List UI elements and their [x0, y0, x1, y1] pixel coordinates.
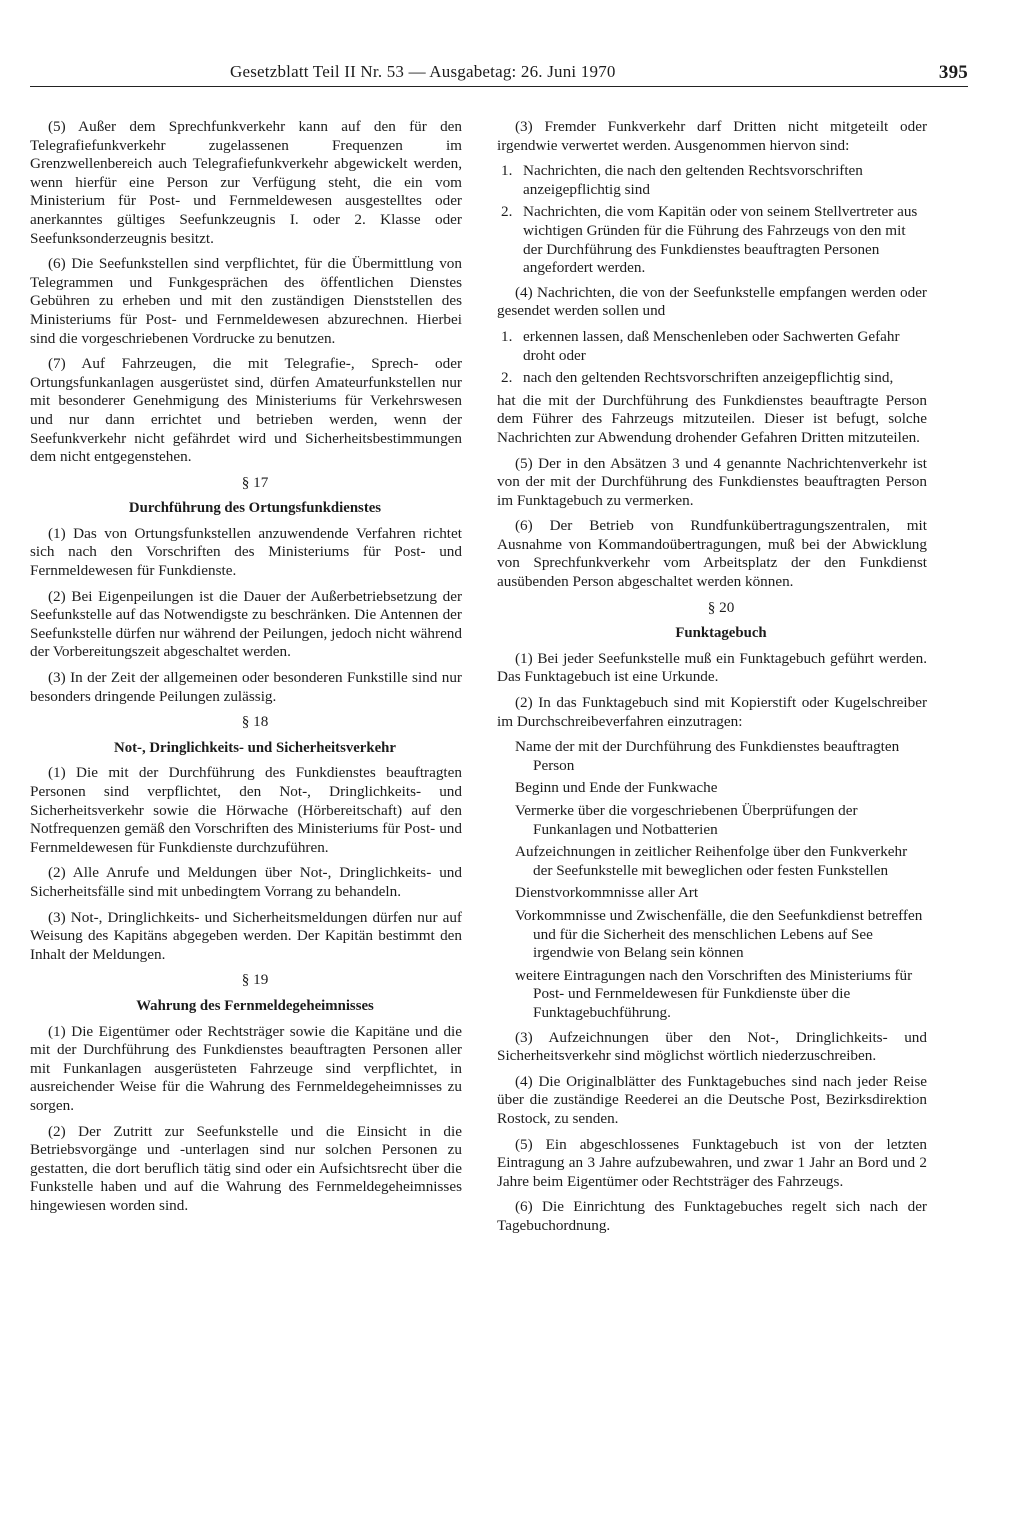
page-number: 395 — [938, 62, 968, 83]
page-header — [30, 62, 968, 87]
paragraph-19-4-continuation: hat die mit der Durchführung des Funkdienstes beauftragte Person dem Führer des Fahrzeugs mitzuteilen. Dieser ist befugt, solche Nachrichten zur Abwendung drohender Gefahren Dritten mitzuteilen. — [497, 391, 927, 446]
logbook-entry: Beginn und Ende der Funkwache — [515, 779, 718, 797]
logbook-entry: weitere Eintragungen nach den Vorschriften des Ministeriums für Post- und Fernmeldewesen für Funkdienste über die Funktagebuchführung. — [515, 966, 913, 1021]
list-item-number: 1. — [501, 327, 513, 345]
list-item-text: nach den geltenden Rechtsvorschriften anzeigepflichtig sind, — [523, 369, 894, 387]
paragraph-16-7: (7) Auf Fahrzeugen, die mit Telegrafie-, Sprech- oder Ortungsfunkanlagen ausgerüstet sind, dürfen Amateurfunkstellen nur mit besonderer Genehmigung des Ministeriums für Verkehrswesen und nur dann errichtet und betrieben werden, wenn der Seefunkverkehr nicht gefährdet wird und Sicherheitsbestimmungen dem nicht entgegenstehen. — [30, 355, 462, 466]
list-item — [497, 369, 927, 388]
section-17-number: § 17 — [241, 473, 269, 491]
list-item — [497, 162, 927, 199]
paragraph-19-1: (1) Die Eigentümer oder Rechtsträger sowie die Kapitäne und die mit der Durchführung des Funkdienstes beauftragten Personen aller mit Funkanlagen ausgerüsteten Fahrzeuge sind verpflichtet, in ausreichender Weise für die Wahrung des Fernmeldegeheimnisses zu sorgen. — [30, 1022, 462, 1114]
section-19-number: § 19 — [241, 971, 269, 989]
logbook-entry: Vermerke über die vorgeschriebenen Überprüfungen der Funkanlagen und Notbatterien — [515, 802, 858, 838]
paragraph-20-3: (3) Aufzeichnungen über den Not-, Dringlichkeits- und Sicherheitsverkehr sind möglichst wörtlich niederzuschreiben. — [497, 1028, 927, 1065]
paragraph-19-6: (6) Der Betrieb von Rundfunkübertragungszentralen, mit Ausnahme von Kommandoübertragungen, muß bei der Abwicklung von Sprechfunkverkehr vom Arbeitsplatz der den Funkdienst ausübenden Person abgeschaltet werden können. — [497, 517, 927, 591]
left-column — [30, 118, 462, 1222]
paragraph-20-5: (5) Ein abgeschlossenes Funktagebuch ist von der letzten Eintragung an 3 Jahre aufzubewahren, und zwar 1 Jahr an Bord und 2 Jahre beim Eigentümer oder Rechtsträger des Fahrzeugs. — [497, 1135, 927, 1190]
section-20-title: Funktagebuch — [675, 625, 767, 642]
logbook-entry: Name der mit der Durchführung des Funkdienstes beauftragten Person — [515, 738, 900, 774]
paragraph-17-1: (1) Das von Ortungsfunkstellen anzuwendende Verfahren richtet sich nach den Vorschriften des Ministeriums für Post- und Fernmeldewesen für Funkdienste. — [30, 524, 462, 580]
list-item-number: 1. — [501, 162, 513, 180]
paragraph-19-2: (2) Der Zutritt zur Seefunkstelle und die Einsicht in die Betriebsvorgänge und -unterlagen sind nur solchen Personen zu gestatten, die dort beruflich tätig sind oder ein Aufsichtsrecht über die Funkstelle haben und auf die Wahrung des Fernmeldegeheimnisses hingewiesen worden sind. — [30, 1122, 462, 1214]
section-19-title: Wahrung des Fernmeldegeheimnisses — [136, 997, 374, 1014]
paragraph-17-3: (3) In der Zeit der allgemeinen oder besonderen Funkstille sind nur besonders dringende Peilungen zulässig. — [30, 669, 462, 705]
list-item-number: 2. — [501, 369, 513, 387]
logbook-entry: Dienstvorkommnisse aller Art — [515, 884, 699, 902]
paragraph-16-5: (5) Außer dem Sprechfunkverkehr kann auf den für den Telegrafiefunkverkehr zugelassenen Frequenzen im Grenzwellenbereich auch Telegrafiefunkverkehr abgewickelt werden, wenn hierfür eine Person zur Verfügung steht, die ein vom Ministerium für Post- und Fernmeldewesen ausgestelltes oder anerkanntes gültiges Seefunkzeugnis I. oder 2. Klasse oder Seefunksonderzeugnis besitzt. — [30, 118, 462, 247]
paragraph-19-3: (3) Fremder Funkverkehr darf Dritten nicht mitgeteilt oder irgendwie verwertet werden. Ausgenommen hiervon sind: — [497, 118, 927, 154]
paragraph-18-1: (1) Die mit der Durchführung des Funkdienstes beauftragten Personen sind verpflichtet, den Not-, Dringlichkeits- und Sicherheitsverkehr sowie die Hörwache (Hörbereitschaft) auf den Notfrequenzen gemäß den Vorschriften des Ministeriums für Post- und Fernmeldewesen für Funkdienste durchzuführen. — [30, 764, 462, 856]
paragraph-19-5: (5) Der in den Absätzen 3 und 4 genannte Nachrichtenverkehr ist von der mit der Durchführung des Funkdienstes beauftragten Person im Funktagebuch zu vermerken. — [497, 454, 927, 509]
list-item-number: 2. — [501, 203, 513, 221]
list-item-text: erkennen lassen, daß Menschenleben oder Sachwerten Gefahr droht oder — [523, 327, 900, 364]
section-17-title: Durchführung des Ortungsfunkdienstes — [128, 500, 382, 517]
list-item-text: Nachrichten, die vom Kapitän oder von seinem Stellvertreter aus wichtigen Gründen für die Führung des Fahrzeugs von den mit der Durchführung des Funkdienstes beauftragten Personen angefordert werden. — [523, 203, 918, 277]
section-20-number: § 20 — [707, 598, 735, 616]
paragraph-20-6: (6) Die Einrichtung des Funktagebuches regelt sich nach der Tagebuchordnung. — [497, 1198, 927, 1234]
section-18-title: Not-, Dringlichkeits- und Sicherheitsverkehr — [114, 739, 396, 756]
paragraph-18-3: (3) Not-, Dringlichkeits- und Sicherheitsmeldungen dürfen nur auf Weisung des Kapitäns abgegeben werden. Der Kapitän bestimmt den Inhalt der Meldungen. — [30, 908, 462, 963]
list-item — [497, 203, 927, 277]
paragraph-20-4: (4) Die Originalblätter des Funktagebuches sind nach jeder Reise über die zuständige Reederei an die Deutsche Post, Bezirksdirektion Rostock, zu senden. — [497, 1072, 927, 1127]
paragraph-19-4: (4) Nachrichten, die von der Seefunkstelle empfangen werden oder gesendet werden sollen und — [497, 283, 927, 320]
paragraph-18-2: (2) Alle Anrufe und Meldungen über Not-, Dringlichkeits- und Sicherheitsfälle sind mit unbedingtem Vorrang zu behandeln. — [30, 864, 462, 900]
right-column — [497, 118, 927, 1242]
paragraph-17-2: (2) Bei Eigenpeilungen ist die Dauer der Außerbetriebsetzung der Seefunkstelle auf das Notwendigste zu beschränken. Die Antennen der Seefunkstelle dürfen nur während der Peilungen, jedoch nicht während der Vorbereitungszeit abgeschaltet werden. — [30, 587, 462, 661]
logbook-entry: Aufzeichnungen in zeitlicher Reihenfolge über den Funkverkehr der Seefunkstelle mit beweglichen oder festen Funkstellen — [515, 843, 908, 879]
list-item — [497, 328, 927, 365]
paragraph-20-2: (2) In das Funktagebuch sind mit Kopierstift oder Kugelschreiber im Durchschreibeverfahren einzutragen: — [497, 694, 927, 730]
list-item-text: Nachrichten, die nach den geltenden Rechtsvorschriften anzeigepflichtig sind — [523, 162, 863, 198]
section-18-number: § 18 — [241, 713, 269, 731]
logbook-entry: Vorkommnisse und Zwischenfälle, die den Seefunkdienst betreffen und für die Sicherheit des menschlichen Lebens auf See irgendwie von Belang sein können — [515, 906, 923, 962]
paragraph-16-6: (6) Die Seefunkstellen sind verpflichtet, für die Übermittlung von Telegrammen und Funkgesprächen des öffentlichen Dienstes Gebühren zu erheben und mit den zuständigen Dienststellen des Ministeriums für Post- und Fernmeldewesen abzurechnen. Hierbei sind die vorgeschriebenen Vordrucke zu benutzen. — [30, 255, 462, 347]
paragraph-20-1: (1) Bei jeder Seefunkstelle muß ein Funktagebuch geführt werden. Das Funktagebuch ist eine Urkunde. — [497, 649, 927, 686]
header-title: Gesetzblatt Teil II Nr. 53 — Ausgabetag: 26. Juni 1970 — [230, 62, 616, 81]
